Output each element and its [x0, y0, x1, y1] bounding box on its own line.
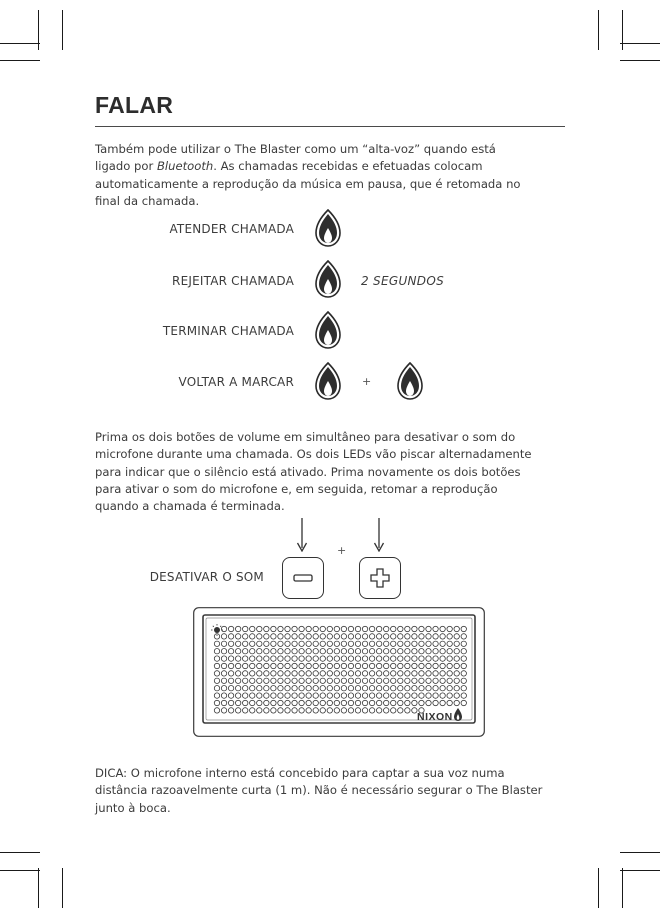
speaker-illustration: [193, 607, 485, 741]
crop-mark: [62, 868, 63, 908]
crop-mark: [0, 852, 40, 853]
nixon-button-icon: [315, 260, 341, 298]
crop-mark: [620, 43, 660, 44]
tip-line: junto à boca.: [95, 800, 171, 815]
hold-duration-hint: 2 SEGUNDOS: [361, 274, 445, 288]
nixon-button-icon: [315, 362, 341, 400]
crop-mark: [598, 10, 599, 50]
crop-mark: [622, 10, 623, 50]
mute-line: para ativar o som do microfone e, em seguida, retomar a reprodução: [95, 481, 498, 496]
bluetooth-term: Bluetooth: [156, 159, 214, 174]
crop-mark: [38, 10, 39, 50]
tip-paragraph: [95, 765, 565, 817]
nixon-button-icon: [315, 311, 341, 349]
brand-logo-text: NIXON: [417, 711, 453, 723]
redial-label: VOLTAR A MARCAR: [178, 375, 294, 389]
plus-sign: +: [337, 544, 347, 557]
answer-call-label: ATENDER CHAMADA: [169, 222, 294, 236]
crop-mark: [62, 10, 63, 50]
crop-mark: [0, 60, 40, 61]
intro-line: automaticamente a reprodução da música em pausa, que é retomada no: [95, 176, 521, 191]
crop-mark: [0, 870, 40, 871]
end-call-label: TERMINAR CHAMADA: [162, 324, 294, 338]
nixon-button-icon: [315, 209, 341, 247]
mute-paragraph: [95, 429, 565, 515]
title-rule: [95, 126, 565, 127]
mute-line: quando a chamada é terminada.: [95, 499, 285, 514]
crop-mark: [0, 43, 40, 44]
nixon-button-icon: [397, 362, 423, 400]
tip-line: DICA: O microfone interno está concebido para captar a sua voz numa: [95, 766, 505, 780]
volume-up-button-icon: [359, 557, 401, 599]
mute-line: Prima os dois botões de volume em simultâneo para desativar o som do: [95, 430, 516, 444]
intro-paragraph: [95, 141, 565, 210]
tip-line: distância razoavelmente curta (1 m). Não é necessário segurar o The Blaster: [95, 783, 543, 798]
page-title: FALAR: [95, 92, 174, 118]
crop-mark: [38, 868, 39, 908]
crop-mark: [620, 870, 660, 871]
intro-line: final da chamada.: [95, 193, 200, 208]
mute-label: DESATIVAR O SOM: [149, 570, 264, 584]
intro-line: Também pode utilizar o The Blaster como um “alta-voz” quando está: [95, 142, 496, 156]
intro-line: ligado por Bluetooth. As chamadas recebidas e efetuadas colocam: [95, 159, 483, 174]
plus-sign: +: [362, 375, 372, 388]
volume-down-button-icon: [282, 557, 324, 599]
mute-line: microfone durante uma chamada. Os dois LEDs vão piscar alternadamente: [95, 447, 532, 462]
mute-line: para indicar que o silêncio está ativado. Prima novamente os dois botões: [95, 464, 521, 479]
crop-mark: [598, 868, 599, 908]
crop-mark: [620, 852, 660, 853]
arrow-down-icon: [296, 518, 308, 556]
arrow-down-icon: [373, 518, 385, 556]
crop-mark: [620, 60, 660, 61]
reject-call-label: REJEITAR CHAMADA: [172, 274, 294, 288]
crop-mark: [622, 868, 623, 908]
